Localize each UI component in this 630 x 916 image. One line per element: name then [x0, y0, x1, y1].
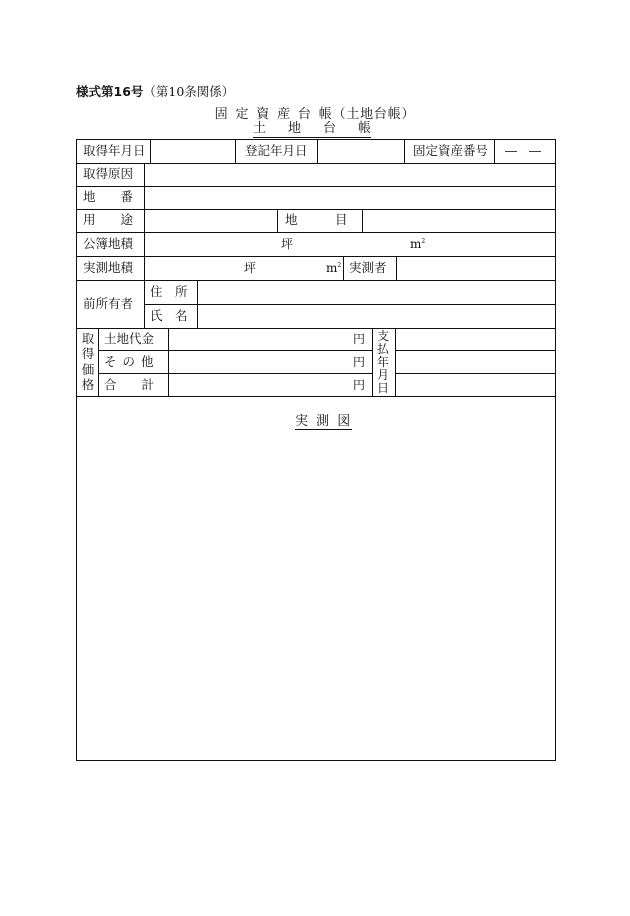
acquisition-cause-label: 取得原因	[83, 166, 134, 181]
col-divider	[277, 209, 278, 232]
sqm-unit-base: m	[326, 261, 338, 275]
usage-label: 用 途	[83, 212, 134, 227]
registration-date-label: 登記年月日	[245, 143, 308, 158]
title-char: 帳	[318, 107, 333, 122]
col-divider	[235, 140, 236, 163]
form-number: 様式第16号	[76, 84, 144, 99]
subtitle-char: 帳	[357, 121, 371, 136]
payment-date-field-3[interactable]	[396, 374, 555, 395]
form-number-heading	[76, 82, 234, 100]
other-label: そ の 他	[104, 354, 155, 369]
title-char: 定	[235, 107, 250, 122]
sqm-unit-sup: 2	[337, 262, 342, 269]
lot-number-label: 地 番	[83, 189, 134, 204]
subtitle-char: 地	[287, 121, 301, 136]
row-divider	[77, 396, 555, 397]
payment-label-char: 払	[376, 342, 389, 356]
total-price-field[interactable]	[169, 374, 371, 395]
document-subtitle	[253, 121, 371, 138]
tsubo-unit: 坪	[244, 261, 257, 275]
yen-unit: 円	[353, 378, 366, 392]
surveyor-field[interactable]	[397, 257, 555, 279]
payment-label-char: 月	[376, 368, 389, 382]
price-label-char: 格	[81, 376, 95, 392]
survey-drawing-title: 実 測 図	[295, 414, 353, 429]
tsubo-unit: 坪	[281, 237, 294, 251]
land-price-field[interactable]	[169, 329, 371, 349]
prior-owner-name-field[interactable]	[198, 305, 555, 327]
document-title	[0, 103, 630, 122]
form-relation: （第10条関係）	[143, 84, 235, 99]
address-label: 住 所	[150, 284, 188, 299]
acquisition-date-label: 取得年月日	[83, 143, 146, 158]
title-char: 固	[214, 107, 229, 122]
prior-owner-label: 前所有者	[83, 296, 134, 311]
surveyor-label: 実測者	[349, 260, 387, 275]
sqm-unit	[326, 261, 341, 275]
sqm-unit-base: m	[410, 237, 422, 251]
name-label: 氏 名	[150, 308, 188, 323]
acquisition-date-field[interactable]	[151, 141, 234, 162]
yen-unit: 円	[353, 355, 366, 369]
subtitle-char: 土	[253, 121, 267, 136]
title-char: 台	[297, 107, 312, 122]
survey-drawing-area[interactable]	[78, 440, 554, 758]
registry-area-label: 公簿地積	[83, 236, 134, 251]
col-divider	[98, 328, 99, 396]
sqm-unit-sup: 2	[421, 238, 426, 245]
registry-area-field[interactable]	[145, 233, 555, 255]
total-label: 合 計	[104, 377, 155, 392]
col-divider	[494, 140, 495, 163]
payment-date-field-2[interactable]	[396, 351, 555, 372]
acquisition-cause-field[interactable]	[145, 164, 555, 185]
other-price-field[interactable]	[169, 351, 371, 372]
title-char: 産	[277, 107, 291, 122]
col-divider	[404, 140, 405, 163]
payment-date-label	[376, 330, 390, 394]
sqm-unit	[410, 237, 425, 251]
col-divider	[372, 328, 373, 396]
price-label-char: 価	[81, 361, 95, 377]
lot-number-field[interactable]	[145, 187, 555, 208]
asset-number-value[interactable]: ― ―	[505, 144, 542, 158]
yen-unit: 円	[353, 332, 366, 346]
col-divider	[343, 256, 344, 280]
registration-date-field[interactable]	[318, 141, 403, 162]
land-ledger-form	[76, 139, 556, 761]
acquisition-price-label	[81, 332, 95, 392]
price-label-char: 得	[81, 346, 95, 362]
payment-label-char: 支	[376, 329, 389, 343]
col-divider	[144, 280, 145, 328]
subtitle-char: 台	[322, 121, 336, 136]
title-suffix: （土地台帳）	[332, 107, 416, 122]
prior-owner-address-field[interactable]	[198, 281, 555, 303]
payment-label-char: 日	[376, 381, 389, 395]
payment-date-field-1[interactable]	[396, 329, 555, 349]
price-label-char: 取	[81, 331, 95, 346]
land-category-label: 地 目	[285, 212, 348, 227]
survey-area-label: 実測地積	[83, 260, 134, 275]
usage-field[interactable]	[145, 210, 276, 231]
land-price-label: 土地代金	[104, 331, 155, 346]
land-category-field[interactable]	[363, 210, 555, 231]
payment-label-char: 年	[376, 355, 389, 369]
asset-number-label: 固定資産番号	[413, 143, 489, 158]
title-char: 資	[256, 107, 271, 122]
